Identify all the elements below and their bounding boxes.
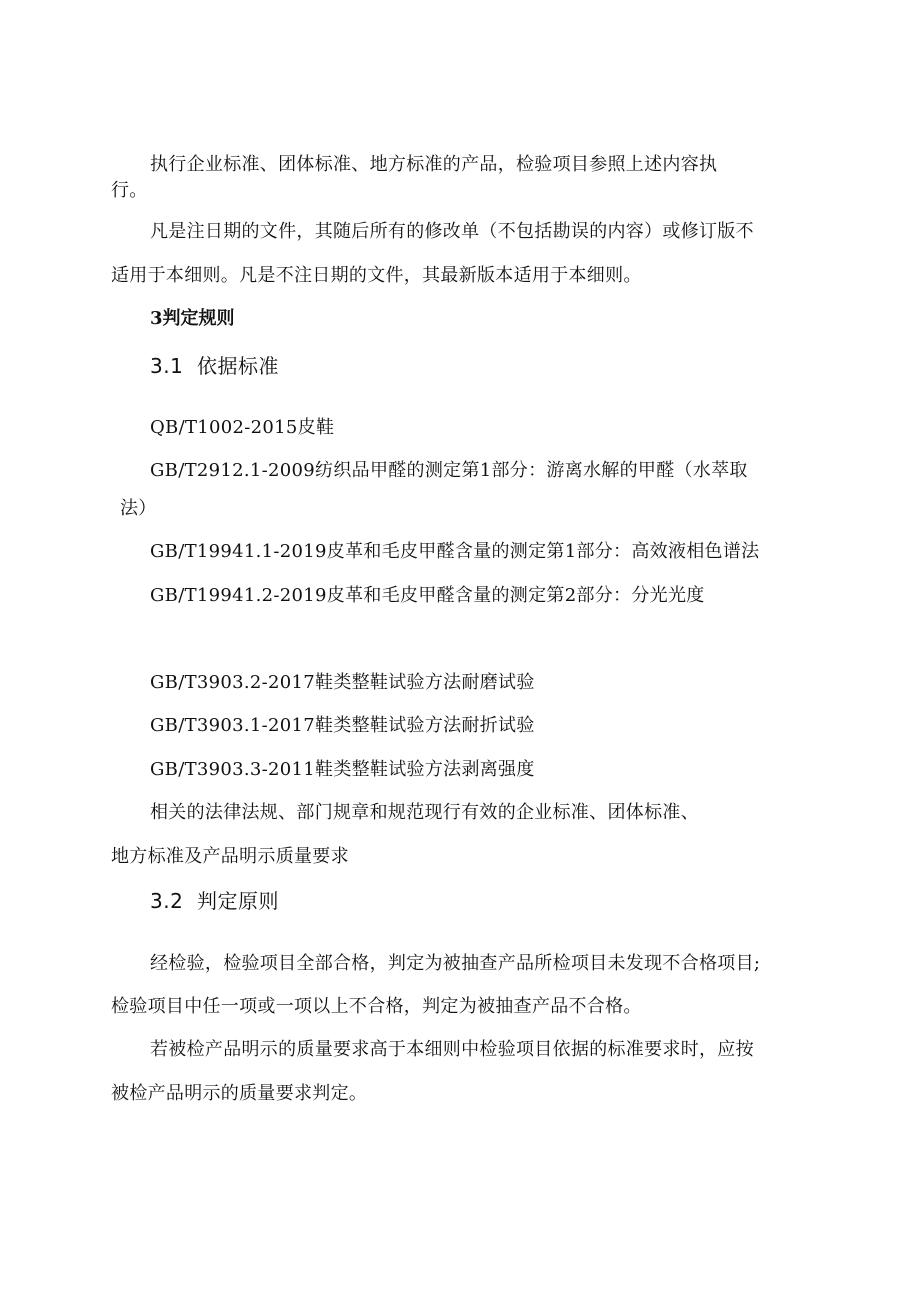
reference-item: GB/T19941.2-2019皮革和毛皮甲醛含量的测定第2部分：分光光度 — [150, 585, 705, 606]
reference-item: GB/T2912.1-2009纺织品甲醛的测定第1部分：游离水解的甲醛（水萃取 — [150, 460, 748, 481]
reference-item: QB/T1002-2015皮鞋 — [150, 417, 335, 438]
section-3-1-heading — [150, 353, 279, 379]
judgement-para1-line1: 经检验，检验项目全部合格，判定为被抽查产品所检项目未发现不合格项目; — [150, 953, 761, 974]
law-line-1: 相关的法律法规、部门规章和规范现行有效的企业标准、团体标准、 — [150, 802, 699, 823]
section-3-2-title: 判定原则 — [197, 889, 280, 913]
intro-para2-line1: 凡是注日期的文件，其随后所有的修改单（不包括勘误的内容）或修订版不 — [150, 221, 754, 242]
section-3-1-title: 依据标准 — [197, 354, 280, 378]
section-3-2-heading — [150, 888, 279, 914]
intro-para2-line2: 适用于本细则。凡是不注日期的文件，其最新版本适用于本细则。 — [111, 265, 642, 286]
judgement-para2-line1: 若被检产品明示的质量要求高于本细则中检验项目依据的标准要求时，应按 — [150, 1039, 754, 1060]
intro-para1-line1: 执行企业标准、团体标准、地方标准的产品，检验项目参照上述内容执 — [150, 154, 718, 175]
reference-item: GB/T19941.1-2019皮革和毛皮甲醛含量的测定第1部分：高效液相色谱法 — [150, 541, 760, 562]
section-3-title: 3判定规则 — [150, 308, 235, 329]
intro-para1-line2: 行。 — [111, 180, 148, 201]
reference-item: GB/T3903.1-2017鞋类整鞋试验方法耐折试验 — [150, 715, 535, 736]
judgement-para1-line2: 检验项目中任一项或一项以上不合格，判定为被抽查产品不合格。 — [111, 996, 642, 1017]
reference-item: GB/T3903.3-2011鞋类整鞋试验方法剥离强度 — [150, 759, 535, 780]
judgement-para2-line2: 被检产品明示的质量要求判定。 — [111, 1083, 368, 1104]
section-3-1-number: 3.1 — [150, 354, 184, 378]
reference-item-continuation: 法） — [120, 498, 157, 519]
reference-item: GB/T3903.2-2017鞋类整鞋试验方法耐磨试验 — [150, 672, 535, 693]
section-3-2-number: 3.2 — [150, 889, 184, 913]
law-line-2: 地方标准及产品明示质量要求 — [111, 846, 349, 867]
